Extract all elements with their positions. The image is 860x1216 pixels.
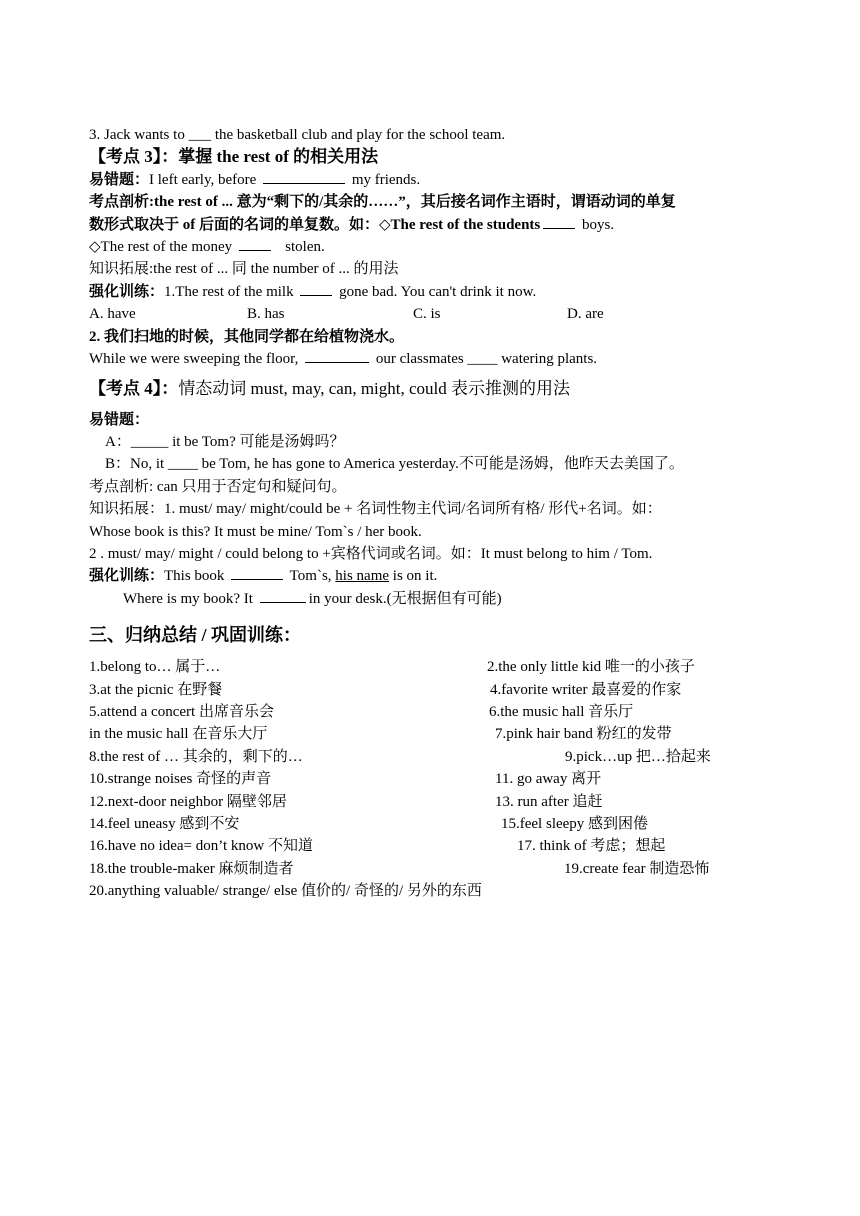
summary-row — [89, 679, 789, 701]
phrase-left: 16.have no idea= don’t know 不知道 — [89, 838, 313, 855]
pouxi-text-3a: ◇The rest of the money — [89, 238, 233, 255]
phrase-right: 15.feel sleepy 感到困倦 — [501, 815, 649, 832]
xunlian-text-a: This book — [164, 568, 225, 585]
phrase-left: 1.belong to… 属于… — [89, 659, 221, 676]
summary-row — [89, 813, 789, 835]
phrase-left: 3.at the picnic 在野餐 — [89, 681, 223, 698]
kaodian-4-title — [89, 378, 789, 400]
summary-row — [89, 656, 789, 678]
kaodian-4-line-b: B：No, it ____ be Tom, he has gone to America yesterday.不可能是汤姆，他昨天去美国了。 — [105, 456, 684, 473]
kaodian-4-tuozhan-2: Whose book is this? It must be mine/ Tom`s / her book. — [89, 523, 422, 540]
phrase-right: 9.pick…up 把…拾起来 — [565, 748, 711, 765]
summary-title: 三、归纳总结 / 巩固训练： — [89, 625, 301, 646]
phrase-left: 18.the trouble-maker 麻烦制造者 — [89, 860, 294, 877]
phrase-right: 2.the only little kid 唯一的小孩子 — [487, 659, 695, 676]
summary-row — [89, 791, 789, 813]
option-b: B. has — [247, 306, 285, 323]
summary-row — [89, 701, 789, 723]
worksheet-page — [89, 124, 789, 903]
question-3: 3. Jack wants to ___ the basketball club and play for the school team. — [89, 127, 506, 143]
summary-row — [89, 858, 789, 880]
kaodian-3-tuozhan: 知识拓展:the rest of ... 同 the number of ... 的用法 — [89, 261, 399, 278]
answer-blank — [231, 565, 283, 580]
phrase-right: 7.pink hair band 粉红的发带 — [495, 726, 672, 743]
kaodian-3-xunlian — [89, 281, 789, 303]
summary-row — [89, 880, 789, 902]
option-d: D. are — [567, 306, 604, 323]
xunlian2-text-b: in your desk.(无根据但有可能) — [308, 590, 502, 607]
xunlian-text-b: Tom`s, — [289, 568, 332, 585]
phrase-right: 4.favorite writer 最喜爱的作家 — [490, 681, 682, 698]
phrase-left: 10.strange noises 奇怪的声音 — [89, 771, 272, 788]
answer-blank — [543, 214, 575, 229]
q2-text-b: our classmates ____ watering plants. — [375, 350, 598, 367]
summary-row — [89, 835, 789, 857]
phrase-left: 20.anything valuable/ strange/ else 值价的/ 奇怪的/ 另外的东西 — [89, 883, 482, 900]
kaodian-4-tuozhan-3: 2 . must/ may/ might / could belong to +宾格代词或名词。如：It must belong to him / Tom. — [89, 546, 653, 563]
kaodian-4-tuozhan-1: 知识拓展：1. must/ may/ might/could be + 名词性物主代词/名词所有格/ 形代+名词。如： — [89, 501, 662, 518]
kaodian-4-yicuo-label: 易错题： — [89, 411, 150, 428]
kaodian-3-yicuo — [89, 169, 789, 191]
option-c: C. is — [413, 306, 441, 323]
option-a: A. have — [89, 306, 136, 323]
xunlian-text-b: gone bad. You can't drink it now. — [339, 283, 537, 300]
q2-text-a: While we were sweeping the floor, — [89, 350, 299, 367]
phrase-right: 11. go away 离开 — [495, 771, 602, 788]
phrase-left: in the music hall 在音乐大厅 — [89, 726, 268, 743]
xunlian-label: 强化训练： — [89, 283, 165, 300]
pouxi-text-b: boys. — [582, 216, 615, 233]
phrase-right: 17. think of 考虑；想起 — [517, 838, 666, 855]
phrase-left: 12.next-door neighbor 隔壁邻居 — [89, 793, 287, 810]
summary-row — [89, 746, 789, 768]
kaodian-3-title: 【考点 3】：掌握 the rest of 的相关用法 — [89, 147, 379, 167]
phrase-left: 8.the rest of … 其余的，剩下的… — [89, 748, 303, 765]
kaodian-4-line-a: A：_____ it be Tom? 可能是汤姆吗？ — [105, 434, 345, 451]
kaodian-4-xunlian-1 — [89, 565, 789, 587]
kaodian-4-title-b: 情态动词 must, may, can, might, could 表示推测的用法 — [178, 379, 571, 399]
yicuo-text-a: I left early, before — [149, 171, 257, 188]
xunlian-text-a: 1.The rest of the milk — [164, 283, 294, 300]
answer-blank — [300, 281, 332, 296]
kaodian-3-q2-english — [89, 348, 789, 370]
kaodian-4-title-a: 【考点 4】： — [89, 379, 179, 399]
kaodian-4-pouxi: 考点剖析: can 只用于否定句和疑问句。 — [89, 478, 347, 495]
phrase-left: 14.feel uneasy 感到不安 — [89, 815, 240, 832]
summary-list — [89, 656, 789, 902]
kaodian-3-options — [89, 303, 789, 325]
kaodian-3-q2-chinese: 2. 我们扫地的时候，其他同学都在给植物浇水。 — [89, 328, 405, 345]
kaodian-3-pouxi-line2 — [89, 214, 789, 236]
summary-row — [89, 768, 789, 790]
pouxi-text-a: 数形式取决于 of 后面的名词的单复数。如：◇The rest of the students — [89, 216, 541, 233]
phrase-right: 6.the music hall 音乐厅 — [489, 703, 634, 720]
answer-blank — [260, 588, 306, 603]
xunlian-text-d: is on it. — [392, 568, 438, 585]
kaodian-3-pouxi-line1: 考点剖析:the rest of ... 意为“剩下的/其余的……”，其后接名词作主语时，谓语动词的单复 — [89, 194, 676, 211]
xunlian2-text-a: Where is my book? It — [123, 590, 253, 607]
yicuo-label: 易错题： — [89, 171, 150, 188]
kaodian-3-pouxi-line3 — [89, 236, 789, 258]
answer-blank — [305, 348, 369, 363]
answer-blank — [263, 169, 345, 184]
yicuo-text-b: my friends. — [351, 171, 421, 188]
pouxi-text-3b: stolen. — [285, 238, 325, 255]
xunlian-text-c: his name — [335, 568, 390, 585]
xunlian-label: 强化训练： — [89, 568, 165, 585]
summary-row — [89, 723, 789, 745]
phrase-right: 13. run after 追赶 — [495, 793, 603, 810]
phrase-right: 19.create fear 制造恐怖 — [564, 860, 710, 877]
answer-blank — [239, 236, 271, 251]
kaodian-4-xunlian-2 — [89, 588, 789, 610]
phrase-left: 5.attend a concert 出席音乐会 — [89, 703, 274, 720]
